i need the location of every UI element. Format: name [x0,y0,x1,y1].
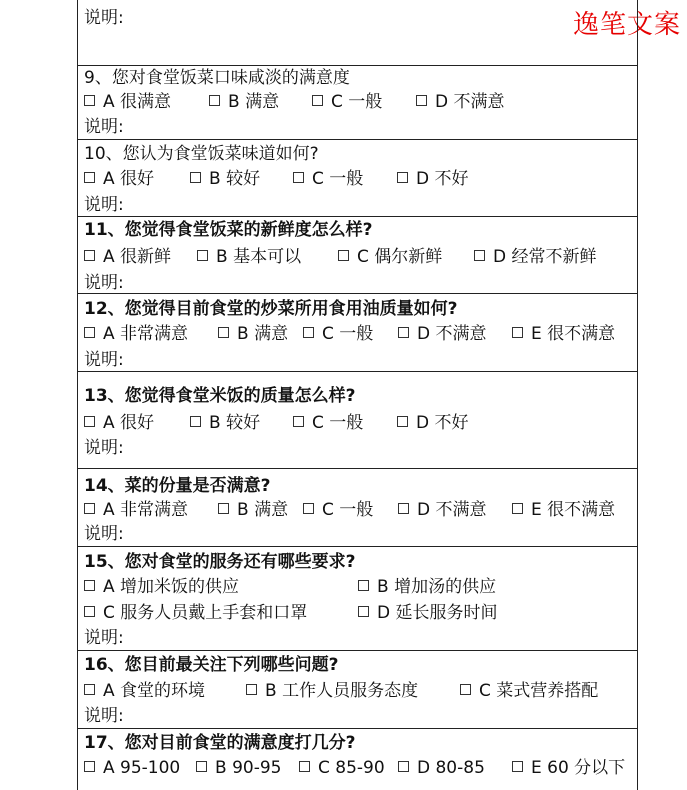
option-group [84,575,634,599]
question-title: 11、您觉得食堂饭菜的新鲜度怎么样? [84,220,373,240]
option[interactable]: A 很好 [84,411,154,435]
question-row-9 [78,66,637,140]
option[interactable]: D 不满意 [398,322,487,346]
question-row-12 [78,294,637,372]
checkbox-icon[interactable] [512,327,523,338]
survey-table [77,0,638,790]
option[interactable]: A 95-100 [84,756,180,780]
option[interactable]: B 满意 [218,498,288,522]
option[interactable]: D 延长服务时间 [358,601,498,625]
survey-row-note [78,0,637,66]
checkbox-icon[interactable] [312,95,323,106]
checkbox-icon[interactable] [84,761,95,772]
option[interactable]: D 80-85 [398,756,485,780]
option[interactable]: A 很新鲜 [84,245,171,269]
option[interactable]: B 较好 [190,411,260,435]
checkbox-icon[interactable] [512,761,523,772]
checkbox-icon[interactable] [358,580,369,591]
option[interactable]: C 服务人员戴上手套和口罩 [84,601,307,625]
option[interactable]: A 很满意 [84,90,171,114]
checkbox-icon[interactable] [209,95,220,106]
checkbox-icon[interactable] [246,684,257,695]
option[interactable]: A 食堂的环境 [84,679,205,703]
checkbox-icon[interactable] [218,327,229,338]
option-group [84,167,634,191]
checkbox-icon[interactable] [338,250,349,261]
checkbox-icon[interactable] [303,327,314,338]
checkbox-icon[interactable] [293,416,304,427]
option[interactable]: C 一般 [303,322,373,346]
checkbox-icon[interactable] [398,503,409,514]
option[interactable]: C 菜式营养搭配 [460,679,598,703]
checkbox-icon[interactable] [416,95,427,106]
checkbox-icon[interactable] [190,416,201,427]
checkbox-icon[interactable] [398,327,409,338]
checkbox-icon[interactable] [84,684,95,695]
checkbox-icon[interactable] [293,172,304,183]
option[interactable]: B 90-95 [196,756,281,780]
option[interactable]: B 工作人员服务态度 [246,679,418,703]
option-group [84,322,634,346]
option[interactable]: E 60 分以下 [512,756,625,780]
note-label: 说明: [84,273,124,293]
checkbox-icon[interactable] [303,503,314,514]
option[interactable]: D 不满意 [416,90,505,114]
checkbox-icon[interactable] [84,416,95,427]
checkbox-icon[interactable] [460,684,471,695]
question-title: 14、菜的份量是否满意? [84,476,271,496]
note-label: 说明: [84,524,124,544]
option[interactable]: A 增加米饭的供应 [84,575,239,599]
watermark: 逸笔文案 [572,10,681,40]
option[interactable]: B 基本可以 [197,245,301,269]
note-label: 说明: [84,117,124,137]
option[interactable]: C 偶尔新鲜 [338,245,442,269]
question-row-14 [78,469,637,547]
checkbox-icon[interactable] [398,761,409,772]
checkbox-icon[interactable] [218,503,229,514]
question-title: 13、您觉得食堂米饭的质量怎么样? [84,386,356,406]
checkbox-icon[interactable] [84,580,95,591]
note-label: 说明: [84,350,124,370]
question-title: 12、您觉得目前食堂的炒菜所用食用油质量如何? [84,299,458,319]
checkbox-icon[interactable] [84,250,95,261]
checkbox-icon[interactable] [512,503,523,514]
checkbox-icon[interactable] [84,503,95,514]
option-group [84,679,634,703]
option-group [84,90,634,114]
option[interactable]: D 不好 [397,411,469,435]
checkbox-icon[interactable] [299,761,310,772]
note-label: 说明: [84,438,124,458]
checkbox-icon[interactable] [397,172,408,183]
option[interactable]: A 非常满意 [84,498,188,522]
note-label: 说明: [84,195,124,215]
question-row-17 [78,729,637,790]
option[interactable]: C 85-90 [299,756,385,780]
checkbox-icon[interactable] [84,606,95,617]
checkbox-icon[interactable] [358,606,369,617]
question-title: 15、您对食堂的服务还有哪些要求? [84,552,356,572]
note-label: 说明: [84,628,124,648]
option[interactable]: D 不好 [397,167,469,191]
question-row-15 [78,547,637,651]
checkbox-icon[interactable] [84,327,95,338]
option-group [84,498,634,522]
checkbox-icon[interactable] [397,416,408,427]
option-group [84,756,634,780]
option[interactable]: B 较好 [190,167,260,191]
checkbox-icon[interactable] [474,250,485,261]
option[interactable]: A 非常满意 [84,322,188,346]
option[interactable]: C 一般 [293,411,363,435]
checkbox-icon[interactable] [84,172,95,183]
option[interactable]: B 满意 [209,90,279,114]
checkbox-icon[interactable] [197,250,208,261]
note-label: 说明: [84,8,124,28]
option[interactable]: D 经常不新鲜 [474,245,597,269]
checkbox-icon[interactable] [84,95,95,106]
option[interactable]: B 增加汤的供应 [358,575,496,599]
question-title: 16、您目前最关注下列哪些问题? [84,655,339,675]
option[interactable]: A 很好 [84,167,154,191]
question-title: 9、您对食堂饭菜口味咸淡的满意度 [84,68,350,88]
question-row-13 [78,372,637,469]
question-row-16 [78,651,637,729]
option-group [84,601,634,625]
question-row-11 [78,217,637,294]
note-label: 说明: [84,706,124,726]
option[interactable]: B 满意 [218,322,288,346]
option[interactable]: C 一般 [312,90,382,114]
checkbox-icon[interactable] [190,172,201,183]
question-row-10 [78,140,637,217]
option[interactable]: E 很不满意 [512,498,615,522]
checkbox-icon[interactable] [196,761,207,772]
option[interactable]: C 一般 [303,498,373,522]
option[interactable]: E 很不满意 [512,322,615,346]
option-group [84,411,634,435]
question-title: 10、您认为食堂饭菜味道如何? [84,144,319,164]
question-title: 17、您对目前食堂的满意度打几分? [84,733,356,753]
option[interactable]: C 一般 [293,167,363,191]
option[interactable]: D 不满意 [398,498,487,522]
option-group [84,245,634,269]
